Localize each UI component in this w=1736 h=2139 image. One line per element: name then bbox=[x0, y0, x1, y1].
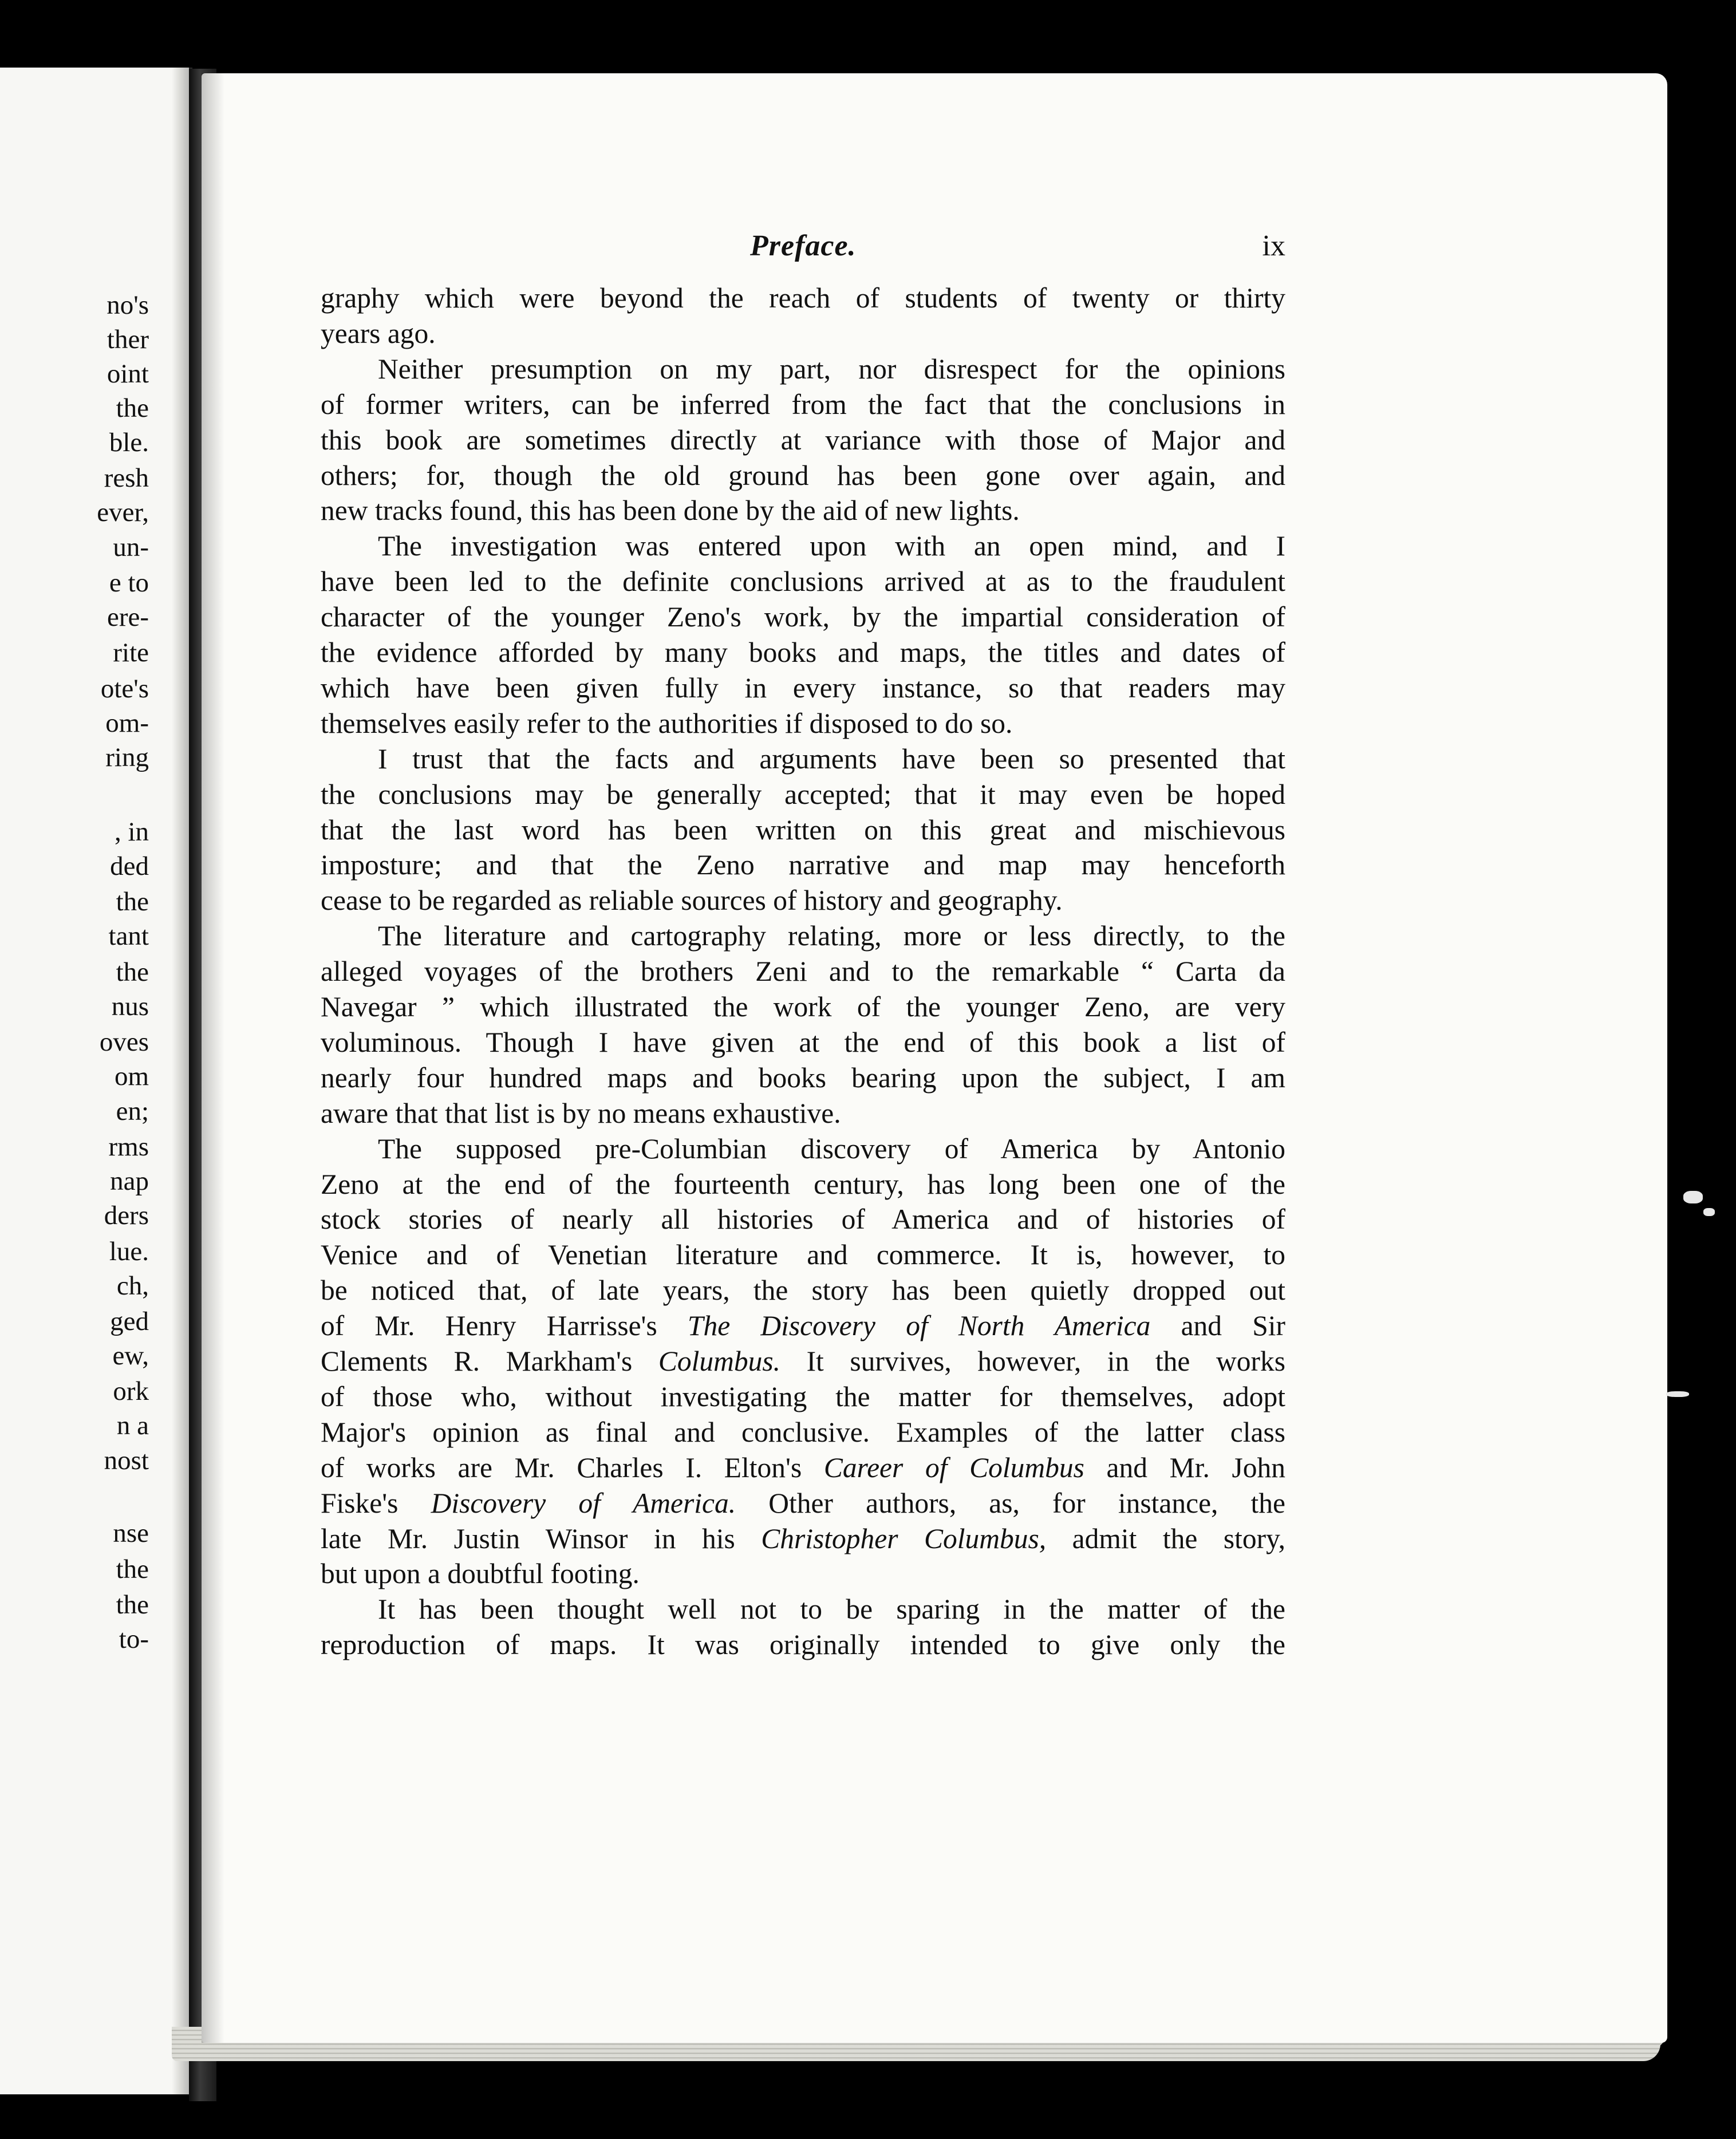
left-page-fragment: oves bbox=[99, 1027, 149, 1057]
text-line: of Mr. Henry Harrisse's The Discovery of North America and Sir bbox=[321, 1310, 1285, 1342]
left-page-fragment: ork bbox=[113, 1376, 149, 1406]
text-line: stock stories of nearly all histories of America and of histories of bbox=[321, 1203, 1285, 1236]
left-page-fragment: tant bbox=[108, 921, 149, 951]
left-page-fragment: ther bbox=[106, 325, 149, 354]
left-facing-page bbox=[0, 68, 192, 2094]
left-page-fragment: ble. bbox=[109, 428, 149, 457]
gutter-shadow bbox=[172, 68, 189, 2094]
left-page-fragment: ders bbox=[104, 1201, 149, 1230]
text-line: graphy which were beyond the reach of students of twenty or thirty bbox=[321, 282, 1285, 314]
text-line: of works are Mr. Charles I. Elton's Career of Columbus and Mr. John bbox=[321, 1451, 1285, 1483]
text-line: It has been thought well not to be sparing in the matter of the bbox=[378, 1593, 1285, 1625]
page-header bbox=[321, 229, 1285, 269]
left-page-fragment: nus bbox=[111, 992, 149, 1021]
left-page-fragment: ere- bbox=[106, 602, 149, 632]
dust-speck bbox=[1683, 1191, 1703, 1203]
text-line: I trust that the facts and arguments have been so presented that bbox=[378, 743, 1285, 775]
text-line: be noticed that, of late years, the story has been quietly dropped out bbox=[321, 1274, 1285, 1307]
text-line: nearly four hundred maps and books bearing upon the subject, I am bbox=[321, 1061, 1285, 1094]
left-page-fragment: the bbox=[116, 887, 149, 917]
left-page-fragment: no's bbox=[106, 290, 149, 320]
left-page-fragment: nap bbox=[110, 1166, 149, 1196]
left-page-fragment: rite bbox=[113, 638, 149, 668]
text-line: Major's opinion as final and conclusive. Examples of the latter class bbox=[321, 1416, 1285, 1448]
text-line: Clements R. Markham's Columbus. It survives, however, in the works bbox=[321, 1345, 1285, 1377]
left-page-fragment: en; bbox=[116, 1096, 149, 1126]
left-page-fragment: ever, bbox=[97, 498, 149, 527]
left-page-text-fragments bbox=[0, 68, 189, 2094]
text-line: alleged voyages of the brothers Zeni and to the remarkable “ Carta da bbox=[321, 956, 1285, 988]
text-line: of former writers, can be inferred from the fact that the conclusions in bbox=[321, 388, 1285, 420]
text-line: Neither presumption on my part, nor disrespect for the opinions bbox=[378, 353, 1285, 385]
text-line: imposture; and that the Zeno narrative and map may henceforth bbox=[321, 849, 1285, 881]
text-line: the conclusions may be generally accepted; that it may even be hoped bbox=[321, 778, 1285, 810]
left-page-fragment: the bbox=[116, 1590, 149, 1620]
text-line: reproduction of maps. It was originally intended to give only the bbox=[321, 1629, 1285, 1661]
left-page-fragment: ded bbox=[110, 851, 149, 881]
left-page-fragment: ch, bbox=[116, 1271, 149, 1301]
dust-speck bbox=[1703, 1208, 1715, 1216]
dust-speck bbox=[1666, 1391, 1689, 1397]
text-line: late Mr. Justin Winsor in his Christopher Columbus, admit the story, bbox=[321, 1522, 1286, 1554]
text-line: themselves easily refer to the authorities if disposed to do so. bbox=[321, 707, 1013, 739]
left-page-fragment: rms bbox=[108, 1132, 149, 1162]
text-line: but upon a doubtful footing. bbox=[321, 1558, 640, 1590]
left-page-fragment: lue. bbox=[109, 1237, 149, 1266]
text-line: voluminous. Though I have given at the end of this book a list of bbox=[321, 1026, 1285, 1058]
text-line: Fiske's Discovery of America. Other authors, as, for instance, the bbox=[321, 1487, 1286, 1519]
left-page-fragment: the bbox=[116, 393, 149, 423]
left-page-fragment: resh bbox=[104, 463, 149, 493]
text-line: of those who, without investigating the matter for themselves, adopt bbox=[321, 1380, 1285, 1412]
left-page-fragment: om- bbox=[105, 708, 149, 738]
left-page-fragment: om bbox=[114, 1061, 149, 1091]
left-page-fragment: the bbox=[116, 1554, 149, 1584]
left-page-fragment: un- bbox=[113, 532, 149, 562]
text-line: this book are sometimes directly at variance with those of Major and bbox=[321, 424, 1285, 456]
left-page-fragment: ring bbox=[105, 743, 149, 772]
left-page-fragment: , in bbox=[114, 817, 149, 847]
text-line: years ago. bbox=[321, 317, 436, 349]
left-page-fragment: e to bbox=[109, 568, 149, 598]
text-line: others; for, though the old ground has been gone over again, and bbox=[321, 459, 1285, 491]
left-page-fragment: the bbox=[116, 957, 149, 987]
text-line: the evidence afforded by many books and maps, the titles and dates of bbox=[321, 637, 1285, 668]
left-page-fragment: ged bbox=[110, 1307, 149, 1336]
left-page-fragment: nost bbox=[104, 1446, 149, 1475]
left-page-fragment: to- bbox=[119, 1624, 149, 1654]
text-line: Navegar ” which illustrated the work of the younger Zeno, are very bbox=[321, 991, 1285, 1023]
text-line: The supposed pre-Columbian discovery of America by Antonio bbox=[378, 1132, 1285, 1165]
text-line: which have been given fully in every instance, so that readers may bbox=[321, 672, 1285, 704]
left-page-fragment: nse bbox=[113, 1518, 149, 1548]
text-line: aware that that list is by no means exhaustive. bbox=[321, 1097, 841, 1129]
text-line: The literature and cartography relating, more or less directly, to the bbox=[378, 920, 1285, 952]
text-line: have been led to the definite conclusions arrived at as to the fraudulent bbox=[321, 566, 1285, 598]
text-line: The investigation was entered upon with an open mind, and I bbox=[378, 530, 1285, 562]
text-line: Venice and of Venetian literature and commerce. It is, however, to bbox=[321, 1239, 1285, 1271]
text-line: that the last word has been written on this great and mischievous bbox=[321, 814, 1285, 846]
left-page-fragment: n a bbox=[116, 1411, 149, 1441]
left-page-fragment: oint bbox=[106, 359, 149, 389]
text-line: cease to be regarded as reliable sources of history and geography. bbox=[321, 885, 1063, 917]
running-head: Preface. bbox=[750, 230, 857, 262]
text-line: character of the younger Zeno's work, by the impartial consideration of bbox=[321, 601, 1285, 633]
page-number: ix bbox=[1262, 230, 1285, 262]
left-page-fragment: ew, bbox=[112, 1341, 149, 1371]
left-page-fragment: ote's bbox=[100, 674, 149, 704]
text-line: Zeno at the end of the fourteenth century, has long been one of the bbox=[321, 1168, 1285, 1200]
text-line: new tracks found, this has been done by the aid of new lights. bbox=[321, 495, 1020, 527]
